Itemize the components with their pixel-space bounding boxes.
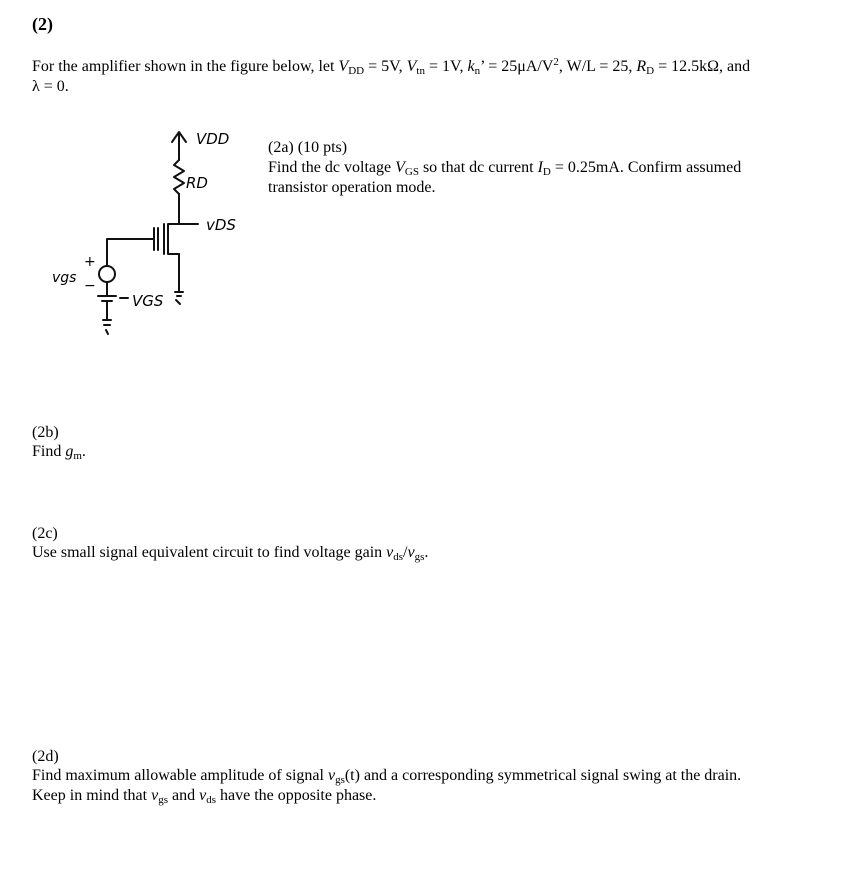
vgs-symbol: v <box>327 767 336 784</box>
part-a-header: (2a) (10 pts) <box>268 139 348 156</box>
part-c-text: Use small signal equivalent circuit to find voltage gain <box>32 544 387 561</box>
rd-subscript: D <box>646 65 655 77</box>
rd-symbol: R <box>636 58 647 75</box>
amplifier-circuit <box>40 120 260 350</box>
part-c-header: (2c) <box>32 525 58 542</box>
slash: / <box>403 544 408 561</box>
vds-symbol: v <box>199 787 207 804</box>
part-d-text: Find maximum allowable amplitude of signal <box>32 767 328 784</box>
kn-symbol: k <box>467 58 475 75</box>
part-a-line2: transistor operation mode. <box>268 179 436 196</box>
vgs-subscript: gs <box>414 551 425 563</box>
part-a-text-2: so that dc current <box>418 159 538 176</box>
lambda-line: λ = 0. <box>32 78 69 95</box>
id-symbol: I <box>537 159 543 176</box>
gm-symbol: g <box>65 443 74 460</box>
part-d-text-5: have the opposite phase. <box>215 787 377 804</box>
problem-statement <box>32 57 750 77</box>
part-c-question <box>32 543 428 563</box>
vgs-symbol: V <box>395 159 405 176</box>
vdd-symbol: V <box>338 58 349 75</box>
vds-subscript: ds <box>393 551 404 563</box>
vgs-signal-label: vgs <box>52 270 77 286</box>
part-b-question <box>32 442 86 462</box>
part-d-line2 <box>32 786 376 806</box>
part-d-header: (2d) <box>32 748 59 765</box>
part-a-question <box>268 158 741 178</box>
vds-subscript: ds <box>206 794 216 806</box>
gm-subscript: m <box>73 450 82 462</box>
vgs-label: VGS <box>132 292 164 310</box>
rd-resistor <box>174 160 184 194</box>
vgs-symbol-2: v <box>151 787 159 804</box>
rd-value: = 12.5kΩ, and <box>654 58 751 75</box>
vgs-subscript: gs <box>335 774 345 786</box>
signal-source <box>99 266 115 282</box>
gate-wire <box>107 239 154 266</box>
part-b-text: Find <box>32 443 66 460</box>
part-b-header: (2b) <box>32 424 59 441</box>
vds-symbol: v <box>386 544 394 561</box>
vtn-subscript: tn <box>416 65 425 77</box>
vgs-subscript: GS <box>404 166 419 178</box>
source-ground <box>175 292 183 304</box>
vdd-value: = 5V, <box>364 58 407 75</box>
intro-text: For the amplifier shown in the figure below, let <box>32 58 339 75</box>
vgs-symbol: v <box>407 544 415 561</box>
plus-sign: + <box>84 254 96 270</box>
part-a-text: Find the dc voltage <box>268 159 396 176</box>
vtn-value: = 1V, <box>424 58 468 75</box>
wl-value: , W/L = 25, <box>558 58 637 75</box>
part-d-text-2: (t) and a corresponding symmetrical signal swing at the drain. <box>344 767 742 784</box>
vtn-symbol: V <box>406 58 417 75</box>
part-d-text-4: and <box>167 787 200 804</box>
id-subscript: D <box>542 166 551 178</box>
vds-label: vDS <box>206 216 236 234</box>
part-d-question <box>32 766 741 786</box>
rd-label: RD <box>186 174 208 192</box>
battery-ground <box>103 320 111 334</box>
circuit-drawing <box>40 120 260 350</box>
kn-subscript: n <box>474 65 481 77</box>
vgs-subscript-2: gs <box>158 794 168 806</box>
part-c-period: . <box>424 544 429 561</box>
part-a-text-3: = 0.25mA. Confirm assumed <box>550 159 742 176</box>
kn-value: ’ = 25μA/V <box>480 58 554 75</box>
problem-number: (2) <box>32 14 53 34</box>
vdd-subscript: DD <box>348 65 365 77</box>
minus-sign: − <box>84 278 96 294</box>
mosfet-channel <box>168 224 179 254</box>
kn-exponent: 2 <box>553 56 559 68</box>
part-b-period: . <box>81 443 86 460</box>
vdd-label: VDD <box>196 130 230 148</box>
part-d-text-3: Keep in mind that <box>32 787 152 804</box>
